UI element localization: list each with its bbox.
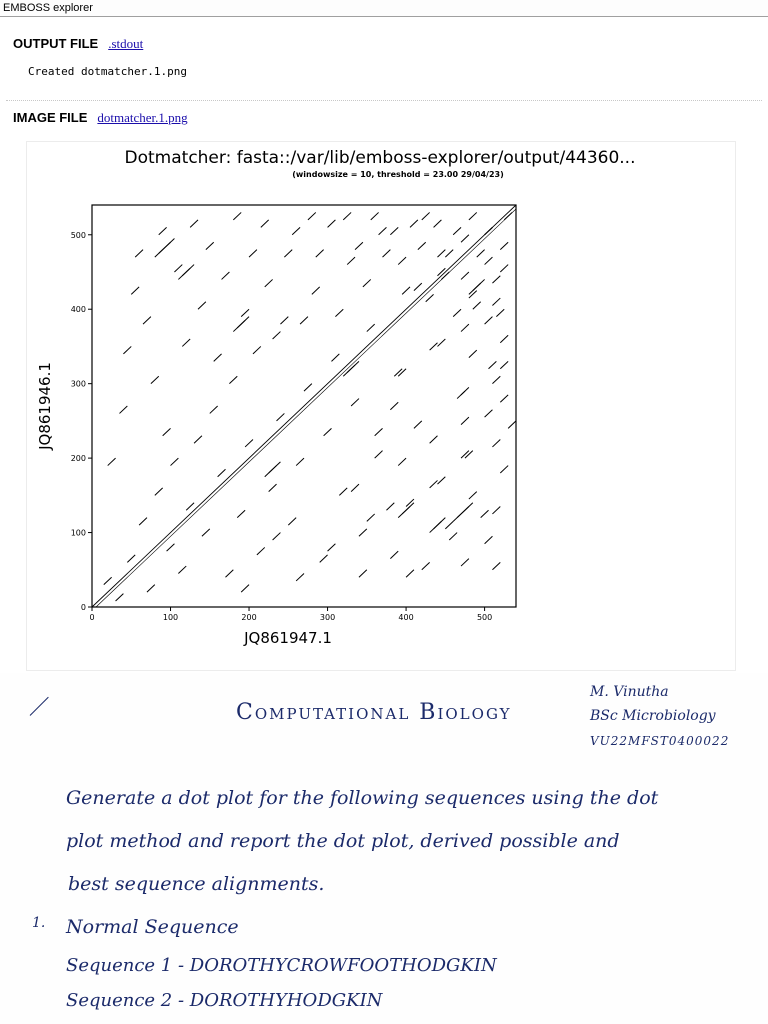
match-segment: [406, 499, 414, 506]
y-tick-label: 400: [70, 305, 86, 315]
match-segment: [465, 503, 473, 510]
match-segment: [261, 220, 269, 227]
match-segment: [437, 339, 445, 346]
match-segment: [430, 343, 438, 350]
match-segment: [492, 298, 500, 305]
match-segment: [159, 227, 167, 234]
match-segment: [492, 507, 500, 514]
notes-item-heading: Normal Sequence: [66, 916, 239, 938]
match-segment: [351, 484, 359, 491]
match-segment: [273, 533, 281, 540]
match-segment: [485, 536, 493, 543]
match-segment: [473, 302, 481, 309]
output-file-content: Created dotmatcher.1.png: [28, 65, 187, 78]
match-segment: [422, 212, 430, 219]
match-segment: [339, 488, 347, 495]
match-segment: [469, 291, 477, 298]
y-tick-label: 500: [70, 230, 86, 240]
match-segment: [135, 250, 143, 257]
x-tick-label: 300: [319, 613, 336, 622]
match-segment: [245, 440, 253, 447]
stdout-link[interactable]: .stdout: [108, 36, 144, 51]
match-segment: [257, 547, 265, 554]
match-segment: [237, 510, 245, 517]
match-segment: [437, 250, 445, 257]
match-segment: [434, 220, 442, 227]
match-segment: [273, 462, 281, 469]
match-segment: [496, 309, 504, 316]
match-segment: [198, 302, 206, 309]
match-segment: [155, 488, 163, 495]
match-segment: [445, 250, 453, 257]
match-segment: [273, 332, 281, 339]
match-segment: [390, 402, 398, 409]
x-axis-label: JQ861947.1: [244, 629, 332, 647]
match-segment: [296, 458, 304, 465]
match-segment: [461, 272, 469, 279]
match-segment: [284, 250, 292, 257]
match-segment: [485, 227, 493, 234]
match-segment: [304, 384, 312, 391]
match-segment: [151, 376, 159, 383]
main-diagonal-line: [92, 205, 516, 607]
match-segment: [398, 369, 406, 376]
match-segment: [461, 324, 469, 331]
notes-student-id: VU22MFST0400022: [590, 734, 730, 748]
match-segment: [437, 268, 445, 275]
x-tick-label: 400: [398, 613, 414, 622]
match-segment: [449, 533, 457, 540]
notes-title: Computational Biology: [236, 700, 512, 725]
match-segment: [437, 477, 445, 484]
match-segment: [386, 503, 394, 510]
match-segment: [453, 227, 461, 234]
match-segment: [500, 466, 508, 473]
match-segment: [147, 585, 155, 592]
match-segment: [253, 346, 261, 353]
match-segment: [167, 544, 175, 551]
match-segment: [367, 514, 375, 521]
match-segment: [410, 220, 418, 227]
match-segment: [500, 335, 508, 342]
match-segment: [406, 503, 414, 510]
match-segment: [328, 220, 336, 227]
match-segment: [139, 518, 147, 525]
match-segment: [500, 242, 508, 249]
y-tick-label: 200: [70, 454, 86, 464]
match-segment: [119, 406, 127, 413]
match-segment: [143, 317, 151, 324]
match-segment: [233, 212, 241, 219]
x-tick-label: 200: [241, 613, 257, 622]
match-segment: [485, 410, 493, 417]
notes-task-line-1: Generate a dot plot for the following sequences using the dot: [66, 787, 659, 809]
match-segment: [206, 242, 214, 249]
match-segment: [383, 250, 391, 257]
match-segment: [163, 428, 171, 435]
match-segment: [131, 287, 139, 294]
match-segment: [347, 257, 355, 264]
match-segment: [351, 361, 359, 368]
match-segment: [194, 436, 202, 443]
match-segment: [390, 227, 398, 234]
match-segment: [461, 559, 469, 566]
match-segment: [351, 399, 359, 406]
match-segment: [324, 428, 332, 435]
match-segment: [182, 339, 190, 346]
x-tick-label: 0: [89, 613, 95, 622]
match-segment: [453, 309, 461, 316]
match-segment: [485, 317, 493, 324]
match-segment: [445, 521, 453, 528]
match-segment: [335, 309, 343, 316]
notes-item-number: 1.: [32, 915, 46, 931]
notes-sequence-1: Sequence 1 - DOROTHYCROWFOOTHODGKIN: [66, 955, 497, 976]
match-segment: [190, 220, 198, 227]
match-segment: [171, 458, 179, 465]
match-segment: [308, 212, 316, 219]
match-segment: [104, 577, 112, 584]
match-segment: [394, 369, 402, 376]
match-segment: [288, 518, 296, 525]
match-segment: [430, 480, 438, 487]
match-segment: [202, 529, 210, 536]
image-file-row: [13, 110, 188, 126]
match-segment: [492, 562, 500, 569]
y-tick-label: 100: [70, 528, 86, 538]
match-segment: [359, 570, 367, 577]
match-segment: [492, 440, 500, 447]
match-segment: [379, 227, 387, 234]
match-segment: [331, 354, 339, 361]
match-segment: [500, 361, 508, 368]
match-segment: [241, 309, 249, 316]
match-segment: [292, 227, 300, 234]
match-segment: [398, 458, 406, 465]
match-segment: [225, 570, 233, 577]
output-file-label: OUTPUT FILE: [13, 36, 99, 51]
match-segment: [241, 317, 249, 324]
match-segment: [441, 272, 449, 279]
match-segment: [477, 279, 485, 286]
match-segment: [280, 317, 288, 324]
match-segment: [426, 294, 434, 301]
match-segment: [359, 529, 367, 536]
match-segment: [367, 324, 375, 331]
match-segment: [127, 555, 135, 562]
x-tick-label: 500: [476, 613, 493, 622]
match-segment: [178, 566, 186, 573]
match-segment: [210, 406, 218, 413]
notes-sequence-2: Sequence 2 - DOROTHYHODGKIN: [66, 990, 383, 1011]
match-segment: [328, 544, 336, 551]
match-segment: [174, 265, 182, 272]
match-segment: [461, 417, 469, 424]
match-segment: [390, 551, 398, 558]
match-segment: [277, 413, 285, 420]
match-segment: [504, 212, 512, 219]
notes-task-line-3: best sequence alignments.: [68, 873, 325, 895]
match-segment: [241, 585, 249, 592]
notes-course: BSc Microbiology: [590, 708, 716, 724]
dotplot-chart: [26, 141, 734, 669]
window-title: EMBOSS explorer: [0, 0, 768, 17]
match-segment: [485, 257, 493, 264]
match-segment: [469, 212, 477, 219]
match-segment: [186, 265, 194, 272]
match-segment: [418, 242, 426, 249]
output-file-row: [13, 36, 143, 52]
match-segment: [461, 451, 469, 458]
match-segment: [465, 451, 473, 458]
match-segment: [489, 361, 497, 368]
match-segment: [296, 574, 304, 581]
match-segment: [492, 276, 500, 283]
match-segment: [461, 235, 469, 242]
match-segment: [312, 287, 320, 294]
match-segment: [375, 451, 383, 458]
match-segment: [343, 212, 351, 219]
match-segment: [371, 212, 379, 219]
match-segment: [300, 317, 308, 324]
chart-title: Dotmatcher: fasta::/var/lib/emboss-explorer/output/44360...: [124, 148, 636, 168]
match-segment: [406, 570, 414, 577]
section-divider: [6, 100, 762, 101]
match-segment: [437, 518, 445, 525]
notes-author: M. Vinutha: [590, 684, 669, 700]
match-segment: [477, 250, 485, 257]
match-segment: [108, 458, 116, 465]
match-segment: [167, 239, 175, 246]
match-segment: [214, 354, 222, 361]
match-segment: [249, 250, 257, 257]
match-segment: [398, 257, 406, 264]
match-segment: [123, 346, 131, 353]
y-axis-label: JQ861946.1: [36, 362, 54, 450]
match-segment: [116, 594, 124, 601]
match-segment: [186, 503, 194, 510]
match-segment: [222, 272, 230, 279]
match-segment: [414, 421, 422, 428]
match-segment: [469, 350, 477, 357]
y-tick-label: 0: [80, 603, 86, 612]
match-segment: [218, 469, 226, 476]
x-tick-label: 100: [162, 613, 179, 622]
match-segment: [269, 484, 277, 491]
main-diagonal-line: [96, 209, 516, 607]
match-segment: [461, 387, 469, 394]
match-segment: [402, 287, 410, 294]
notes-task-line-2: plot method and report the dot plot, derived possible and: [66, 830, 620, 852]
y-tick-label: 300: [70, 379, 86, 389]
match-segment: [363, 279, 371, 286]
match-segment: [500, 395, 508, 402]
match-segment: [508, 421, 516, 428]
match-segment: [355, 242, 363, 249]
match-segment: [492, 376, 500, 383]
chart-subtitle: (windowsize = 10, threshold = 23.00 29/04/23): [292, 170, 504, 179]
image-file-label: IMAGE FILE: [13, 110, 88, 125]
match-segment: [481, 510, 489, 517]
match-segment: [430, 436, 438, 443]
image-file-link[interactable]: dotmatcher.1.png: [97, 110, 188, 125]
match-segment: [500, 265, 508, 272]
match-segment: [375, 428, 383, 435]
match-segment: [414, 283, 422, 290]
match-segment: [469, 492, 477, 499]
match-segment: [316, 250, 324, 257]
match-segment: [229, 376, 237, 383]
match-segment: [320, 555, 328, 562]
match-segment: [265, 279, 273, 286]
match-segment: [422, 562, 430, 569]
